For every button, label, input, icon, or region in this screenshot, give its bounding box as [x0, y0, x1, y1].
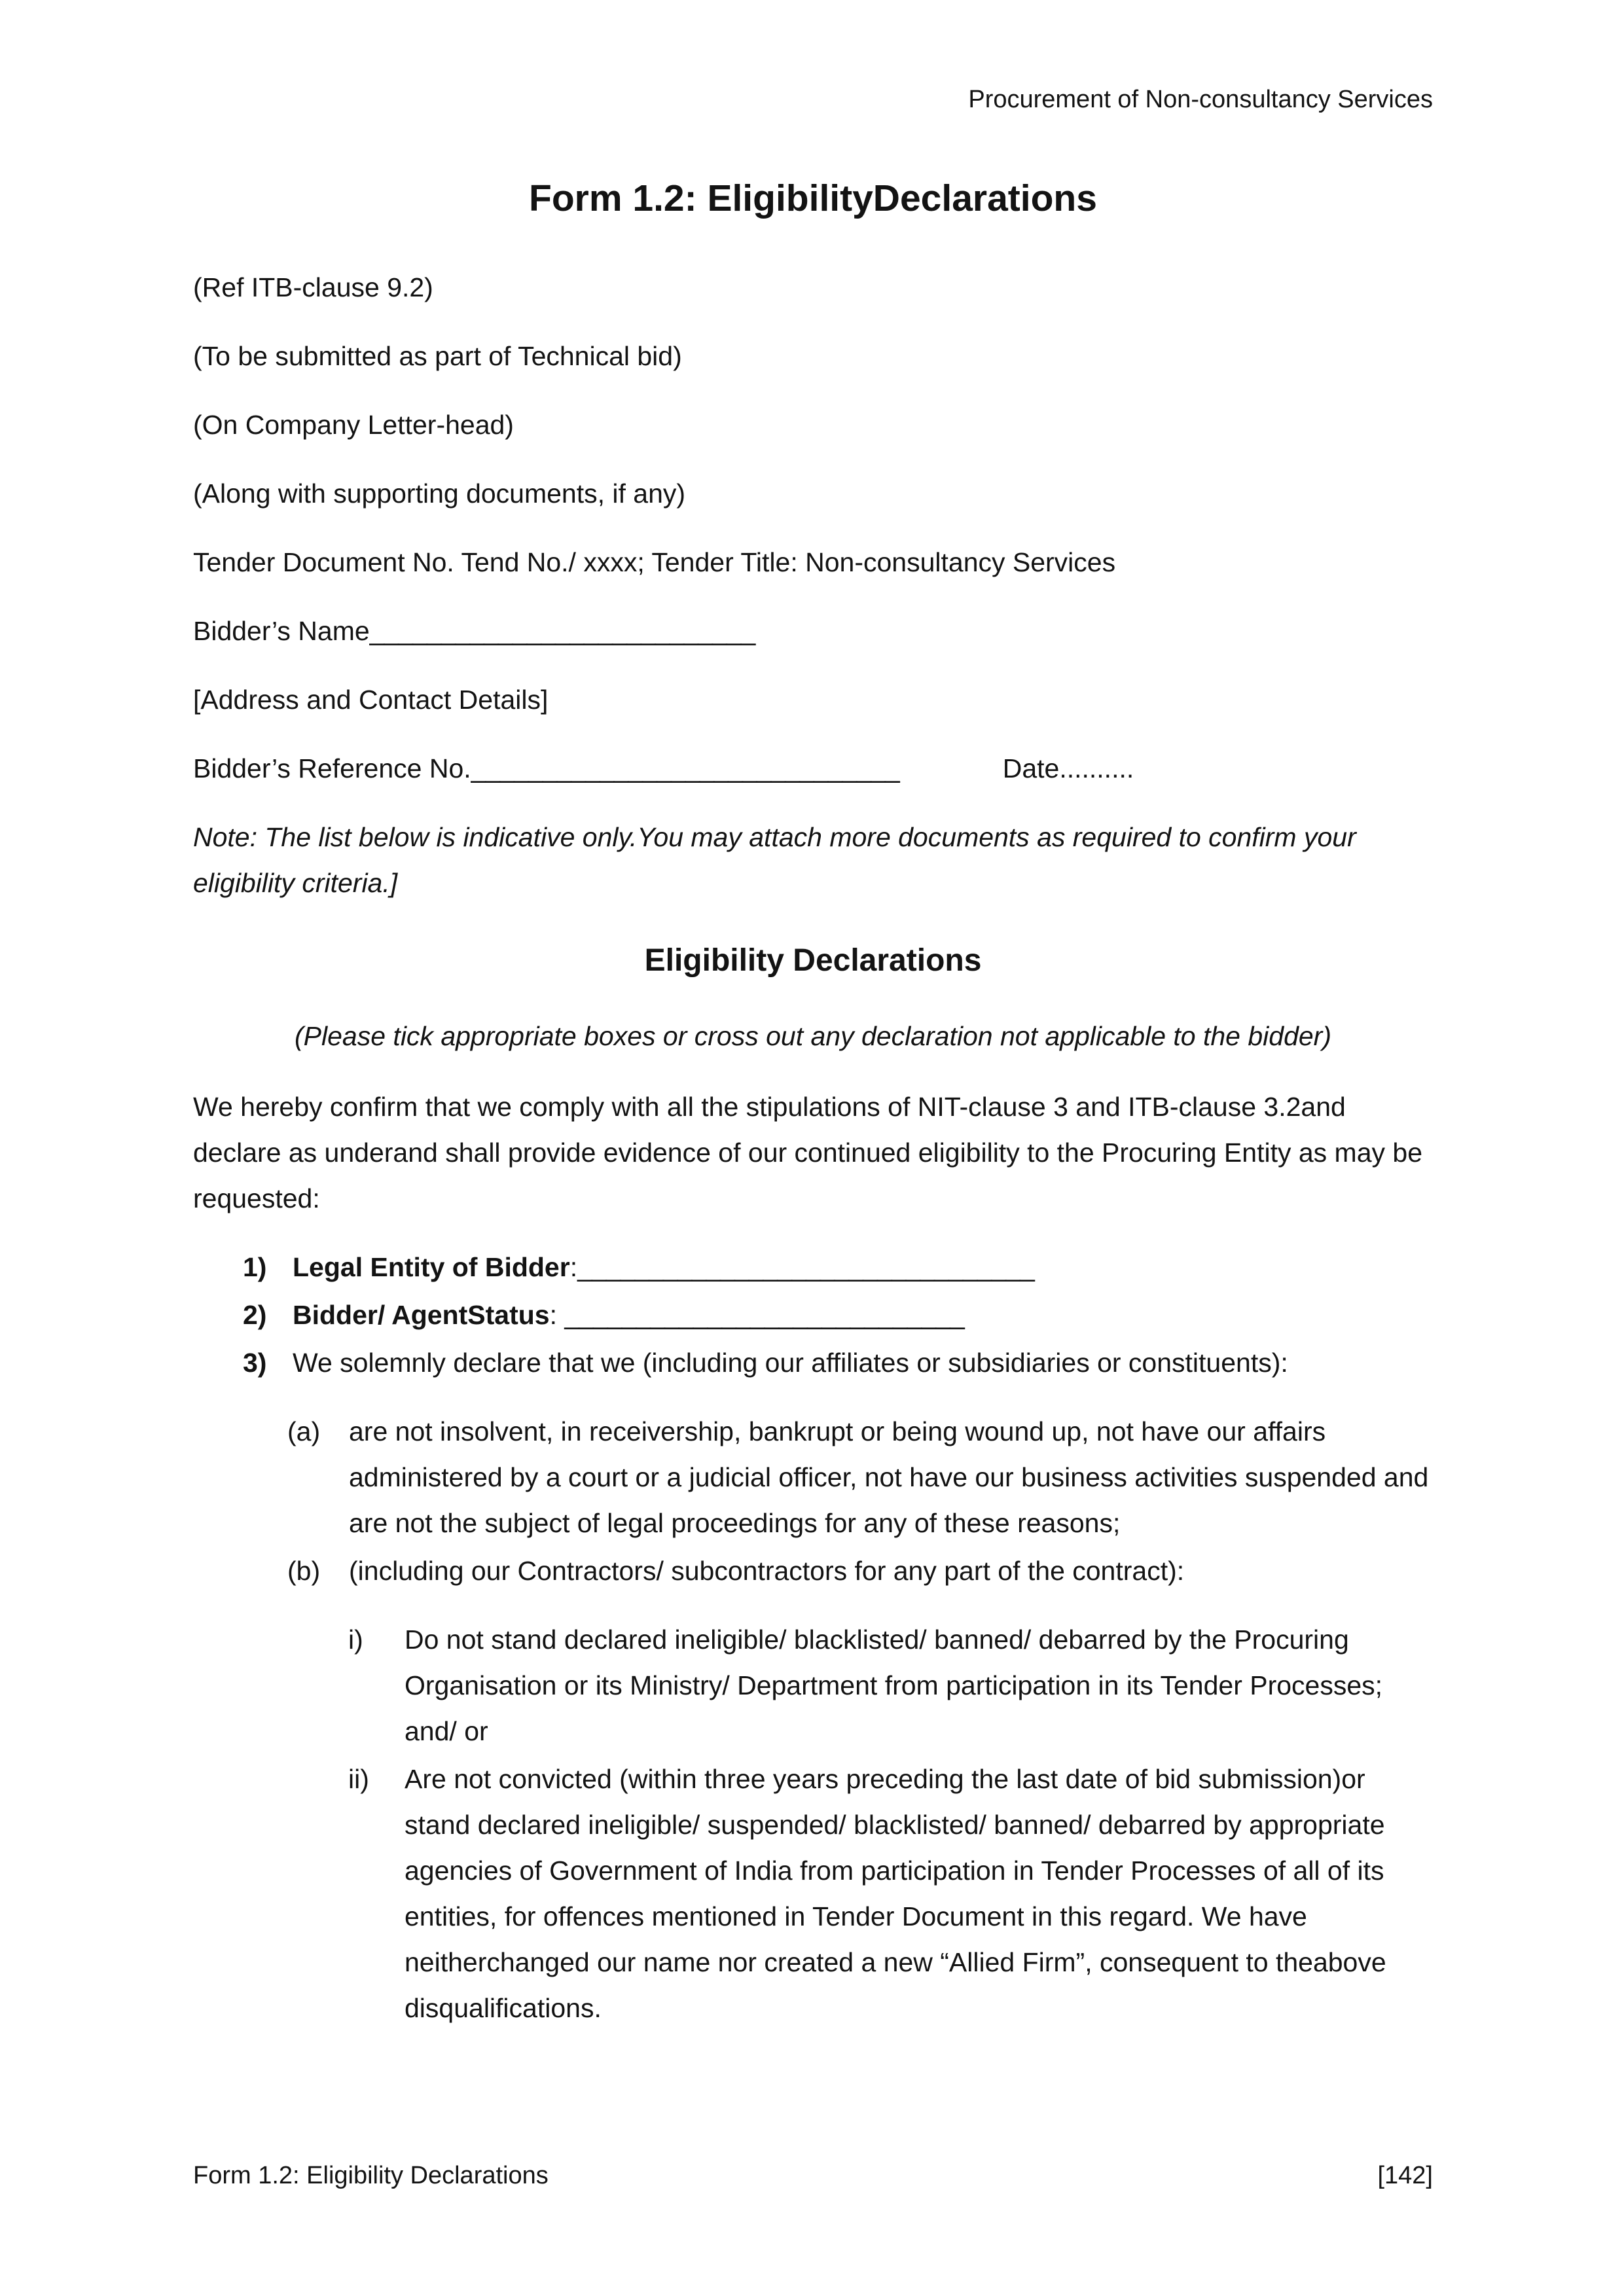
- meta-line-ref-clause: (Ref ITB-clause 9.2): [193, 272, 433, 302]
- sub-item-b-text: (including our Contractors/ subcontractors for any part of the contract):: [349, 1556, 1185, 1586]
- section-heading: Eligibility Declarations: [644, 943, 982, 978]
- meta-line-submitted: (To be submitted as part of Technical bid): [193, 341, 682, 371]
- address-contact-line: [Address and Contact Details]: [193, 685, 549, 715]
- list-item-1-body: [293, 1244, 1034, 1290]
- form-title: Form 1.2: EligibilityDeclarations: [529, 177, 1097, 219]
- legal-entity-label: Legal Entity of Bidder: [293, 1252, 570, 1282]
- sub-sub-item-i-marker: i): [348, 1624, 363, 1655]
- sub-sub-item-ii-marker: ii): [348, 1764, 369, 1794]
- list-item-3-text: We solemnly declare that we (including our affiliates or subsidiaries or constituents):: [293, 1348, 1288, 1378]
- list-item-legal-entity: [193, 1244, 1433, 1290]
- running-header: [193, 84, 1433, 115]
- list-item-3-marker: 3): [243, 1348, 267, 1378]
- date-label: Date..........: [1002, 753, 1134, 783]
- sub-item-b-marker: (b): [287, 1556, 321, 1586]
- meta-line-letterhead: (On Company Letter-head): [193, 410, 514, 440]
- agent-status-blank: ____________________________: [564, 1300, 964, 1330]
- running-header-text: Procurement of Non-consultancy Services: [968, 86, 1433, 113]
- bidder-reference-blank: ______________________________: [471, 753, 899, 783]
- sub-item-a: [193, 1408, 1433, 1546]
- list-item-2-body: [293, 1292, 964, 1338]
- footer-form-name: Form 1.2: Eligibility Declarations: [193, 2162, 549, 2189]
- sub-sub-item-ii: [193, 1756, 1433, 2031]
- bidder-name-line: [193, 608, 1433, 654]
- tender-document-line: Tender Document No. Tend No./ xxxx; Tender Title: Non-consultancy Services: [193, 547, 1116, 577]
- legal-entity-blank: ________________________________: [577, 1252, 1034, 1282]
- list-item-1-marker: 1): [243, 1252, 267, 1282]
- list-item-2-marker: 2): [243, 1300, 267, 1330]
- bidder-name-blank: ___________________________: [369, 616, 755, 646]
- sub-item-a-text: are not insolvent, in receivership, bankrupt or being wound up, not have our affairs administered by a court or a judicial officer, not have our business activities suspended and are not the subject of legal proceedings for any of these reasons;: [349, 1416, 1429, 1538]
- bidder-reference-line: [193, 745, 1433, 791]
- list-item-solemn-declaration: [193, 1340, 1433, 1386]
- bidder-name-label: Bidder’s Name: [193, 616, 370, 646]
- sub-item-b: [193, 1548, 1433, 1594]
- agent-status-separator: :: [549, 1300, 565, 1330]
- sub-sub-item-ii-text: Are not convicted (within three years preceding the last date of bid submission)or stand declared ineligible/ suspended/ blacklisted/ banned/ debarred by appropriate agencies of Government of India from participation in Tender Processes of all of its entities, for offences mentioned in Tender Document in this regard. We have neitherchanged our name nor created a new “Allied Firm”, consequent to theabove disqualifications.: [405, 1764, 1386, 2023]
- note-line: Note: The list below is indicative only.You may attach more documents as required to confirm your eligibility criteria.]: [193, 822, 1356, 898]
- page-footer: [193, 2160, 1433, 2191]
- legal-entity-separator: :: [569, 1252, 578, 1282]
- footer-page-number: [142]: [1377, 2162, 1433, 2189]
- sub-sub-item-i-text: Do not stand declared ineligible/ blacklisted/ banned/ debarred by the Procuring Organisation or its Ministry/ Department from participation in its Tender Processes; and/ or: [405, 1624, 1383, 1746]
- declarations-list: [193, 1244, 1433, 2031]
- list-item-agent-status: [193, 1292, 1433, 1338]
- sub-sub-item-i: [193, 1617, 1433, 1754]
- confirm-paragraph: We hereby confirm that we comply with all the stipulations of NIT-clause 3 and ITB-clause 3.2and declare as underand shall provide evidence of our continued eligibility to the Procuring Entity as may be requested:: [193, 1092, 1422, 1213]
- sub-item-a-marker: (a): [287, 1416, 321, 1446]
- agent-status-label: Bidder/ AgentStatus: [293, 1300, 550, 1330]
- meta-line-supporting-docs: (Along with supporting documents, if any): [193, 478, 686, 509]
- bidder-reference-label: Bidder’s Reference No.: [193, 753, 471, 783]
- section-subnote: (Please tick appropriate boxes or cross out any declaration not applicable to the bidder): [295, 1021, 1331, 1051]
